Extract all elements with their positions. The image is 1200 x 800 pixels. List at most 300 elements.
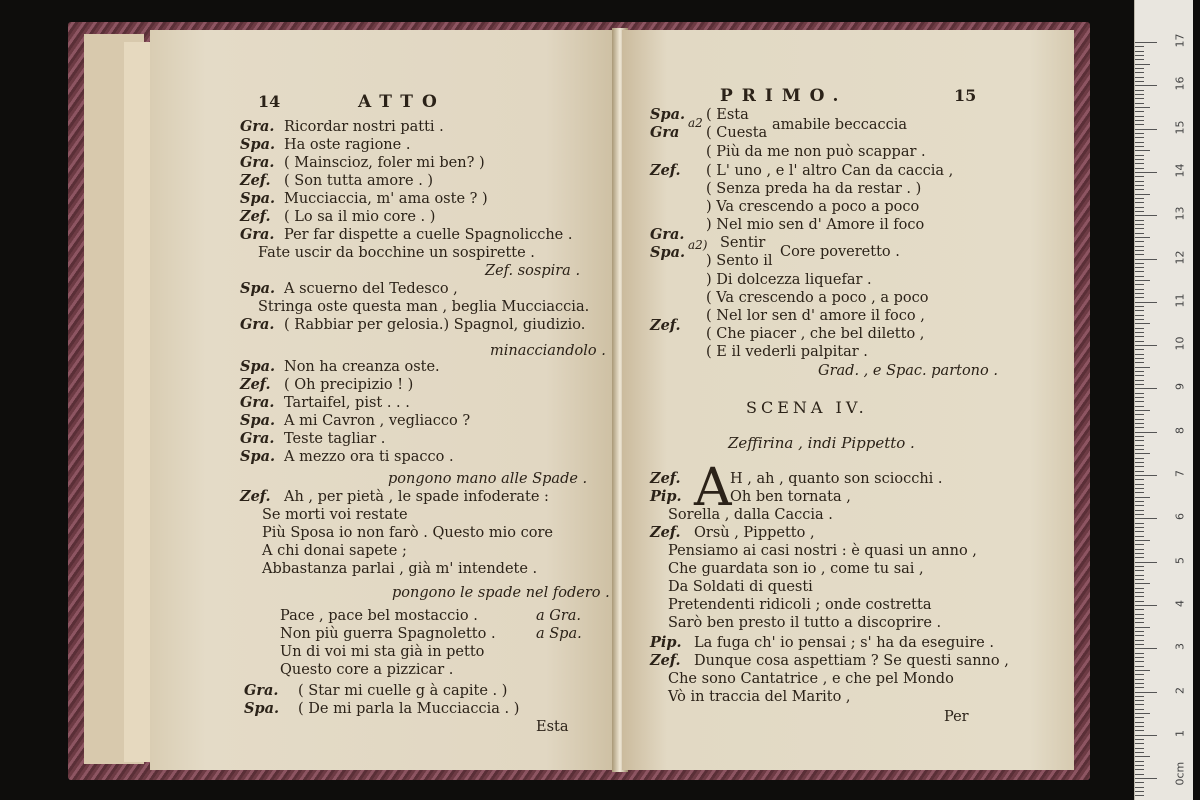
aria-note: a Gra.: [536, 608, 582, 624]
verse-line: Vò in traccia del Marito ,: [668, 689, 851, 705]
ruler-tick: [1135, 198, 1144, 199]
ruler-tick: [1135, 150, 1150, 151]
ruler-tick: [1135, 557, 1144, 558]
ruler-tick: [1135, 142, 1144, 143]
ruler-tick: [1135, 782, 1144, 783]
speaker-label: Zef.: [240, 208, 271, 225]
ruler-tick: [1135, 787, 1144, 788]
verse-line: Tartaifel, pist . . .: [284, 395, 410, 411]
ruler-tick: [1135, 349, 1144, 350]
verse-line: ) Nel mio sen d' Amore il foco: [706, 217, 925, 233]
ruler-tick: [1135, 124, 1144, 125]
ruler-tick: [1135, 756, 1150, 757]
ruler-tick: [1135, 562, 1157, 563]
ruler-tick: [1135, 129, 1157, 130]
ruler-tick: [1135, 761, 1144, 762]
ruler-tick: [1135, 769, 1144, 770]
stage-direction: Grad. , e Spac. partono .: [818, 363, 998, 379]
ruler-tick: [1135, 280, 1150, 281]
verse-line: Sarò ben presto il tutto a discoprire .: [668, 615, 942, 631]
ruler-tick: [1135, 85, 1157, 86]
speaker-label: Spa.: [240, 448, 276, 465]
verse-line: H , ah , quanto son sciocchi .: [730, 471, 943, 487]
stage-direction: Zef. sospira .: [485, 263, 581, 279]
ruler-tick: [1135, 700, 1144, 701]
ruler-tick: [1135, 380, 1144, 381]
ruler-tick: [1135, 194, 1150, 195]
verse-line: Stringa oste questa man , beglia Mucciaccia.: [258, 299, 590, 315]
ruler-tick: [1135, 189, 1144, 190]
speaker-label: Pip.: [650, 634, 682, 651]
ruler-tick: [1135, 211, 1144, 212]
verse-line: ) Va crescendo a poco a poco: [706, 199, 920, 215]
verse-line: La fuga ch' io pensai ; s' ha da eseguire .: [694, 635, 994, 651]
speaker-label: Zef.: [240, 172, 271, 189]
right-page: [622, 30, 1074, 770]
ruler-tick: [1135, 228, 1144, 229]
ruler-number: 13: [1173, 206, 1187, 221]
ruler-tick: [1135, 42, 1157, 43]
ruler-tick: [1135, 752, 1144, 753]
ruler-tick: [1135, 791, 1144, 792]
ruler-tick: [1135, 622, 1144, 623]
speaker-label: Zef.: [650, 524, 681, 541]
aria-line: Questo core a pizzicar .: [280, 662, 454, 678]
ruler-tick: [1135, 241, 1144, 242]
ruler-tick: [1135, 713, 1150, 714]
speaker-label: Spa.: [240, 136, 276, 153]
ruler-tick: [1135, 267, 1144, 268]
ruler-tick: [1135, 323, 1150, 324]
ruler-number: 10: [1173, 336, 1187, 351]
ruler-tick: [1135, 358, 1144, 359]
verse-line: ( Rabbiar per gelosia.) Spagnol, giudizio.: [284, 317, 586, 333]
ruler-tick: [1135, 328, 1144, 329]
verse-line: A chi donai sapete ;: [262, 543, 407, 559]
verse-line: Non ha creanza oste.: [284, 359, 440, 375]
aria-line: Pace , pace bel mostaccio .: [280, 608, 478, 624]
ruler-tick: [1135, 159, 1144, 160]
ruler-tick: [1135, 735, 1157, 736]
ruler-tick: [1135, 181, 1144, 182]
ruler-tick: [1135, 77, 1144, 78]
ruler-tick: [1135, 527, 1144, 528]
speaker-label: Pip.: [650, 488, 682, 505]
ruler-tick: [1135, 133, 1144, 134]
ruler-number: 17: [1173, 33, 1187, 48]
ruler-tick: [1135, 111, 1144, 112]
speaker-label: Spa.: [240, 280, 276, 297]
ruler-tick: [1135, 419, 1144, 420]
verse-line: ( Più da me non può scappar .: [706, 144, 926, 160]
ruler-tick: [1135, 570, 1144, 571]
ruler-tick: [1135, 375, 1144, 376]
ruler-tick: [1135, 475, 1157, 476]
ruler-tick: [1135, 479, 1144, 480]
ruler-tick: [1135, 544, 1144, 545]
ruler-tick: [1135, 202, 1144, 203]
ruler-number: 14: [1173, 163, 1187, 178]
ruler-tick: [1135, 609, 1144, 610]
ruler-number: 3: [1173, 643, 1187, 651]
ruler-tick: [1135, 657, 1144, 658]
ruler-tick: [1135, 120, 1144, 121]
ruler-tick: [1135, 696, 1144, 697]
verse-line: Che sono Cantatrice , e che pel Mondo: [668, 671, 954, 687]
verse-line: ( Cuesta: [706, 125, 768, 141]
ruler-tick: [1135, 644, 1144, 645]
running-header: ATTO: [358, 92, 446, 112]
ruler-tick: [1135, 98, 1144, 99]
ruler-tick: [1135, 271, 1144, 272]
ruler-tick: [1135, 453, 1150, 454]
speaker-label: Zef.: [240, 488, 271, 505]
ruler-tick: [1135, 332, 1144, 333]
ruler-tick: [1135, 510, 1144, 511]
verse-line: Da Soldati di questi: [668, 579, 813, 595]
ruler-tick: [1135, 246, 1144, 247]
ruler-number: 6: [1173, 513, 1187, 521]
ruler-tick: [1135, 393, 1144, 394]
verse-line: A scuerno del Tedesco ,: [284, 281, 458, 297]
ruler-number: 15: [1173, 120, 1187, 135]
ruler-tick: [1135, 59, 1144, 60]
ruler-tick: [1135, 670, 1150, 671]
speaker-label: Gra.: [240, 226, 275, 243]
speaker-label: Spa.: [240, 412, 276, 429]
ruler-tick: [1135, 64, 1150, 65]
ruler-number: 7: [1173, 470, 1187, 477]
ruler-tick: [1135, 774, 1144, 775]
ruler-tick: [1135, 471, 1144, 472]
ruler-tick: [1135, 440, 1144, 441]
scene-characters: Zeffirina , indi Pippetto .: [728, 434, 915, 452]
verse-line: ( Va crescendo a poco , a poco: [706, 290, 929, 306]
ruler-number: 0cm: [1173, 761, 1187, 786]
ruler-tick: [1135, 397, 1144, 398]
verse-line: ( L' uno , e l' altro Can da caccia ,: [706, 163, 954, 179]
speaker-label: Spa.: [650, 106, 686, 123]
speaker-label: Spa.: [240, 358, 276, 375]
drop-cap: A: [694, 458, 732, 518]
speaker-label: Gra.: [240, 430, 275, 447]
ruler-tick: [1135, 540, 1150, 541]
ruler-tick: [1135, 704, 1144, 705]
ruler-tick: [1135, 449, 1144, 450]
ruler-tick: [1135, 743, 1144, 744]
ruler-tick: [1135, 795, 1144, 796]
ruler-tick: [1135, 319, 1144, 320]
ruler-tick: [1135, 605, 1157, 606]
ruler-tick: [1135, 427, 1144, 428]
verse-line: Sorella , dalla Caccia .: [668, 507, 833, 523]
ruler-number: 2: [1173, 686, 1187, 694]
verse-line: ( Son tutta amore . ): [284, 173, 434, 189]
ruler-tick: [1135, 462, 1144, 463]
ruler-tick: [1135, 730, 1144, 731]
verse-line: Che guardata son io , come tu sai ,: [668, 561, 924, 577]
stage-direction: minacciandolo .: [490, 343, 606, 359]
verse-line: Orsù , Pippetto ,: [694, 525, 815, 541]
ruler-tick: [1135, 254, 1144, 255]
ruler-tick: [1135, 94, 1144, 95]
ruler-tick: [1135, 354, 1144, 355]
ruler-tick: [1135, 107, 1150, 108]
verse-line: Abbastanza parlai , già m' intendete .: [262, 561, 538, 577]
ruler-tick: [1135, 90, 1144, 91]
verse-line: ( Che piacer , che bel diletto ,: [706, 326, 925, 342]
verse-line: ( De mi parla la Mucciaccia . ): [298, 701, 520, 717]
ruler-tick: [1135, 458, 1144, 459]
speaker-label: Zef.: [240, 376, 271, 393]
ruler-tick: [1135, 514, 1144, 515]
verse-line: ) Sento il: [706, 253, 773, 269]
speaker-label: Gra.: [240, 316, 275, 333]
ruler-tick: [1135, 259, 1157, 260]
verse-line: ( Star mi cuelle g à capite . ): [298, 683, 508, 699]
ruler-tick: [1135, 284, 1144, 285]
ruler-tick: [1135, 410, 1150, 411]
verse-line: Dunque cosa aspettiam ? Se questi sanno ,: [694, 653, 1009, 669]
ruler-tick: [1135, 579, 1144, 580]
ruler-tick: [1135, 384, 1144, 385]
ruler-tick: [1135, 362, 1144, 363]
ruler-tick: [1135, 661, 1144, 662]
ruler-tick: [1135, 588, 1144, 589]
verse-line: ( Nel lor sen d' amore il foco ,: [706, 308, 925, 324]
catchword: Esta: [536, 719, 569, 735]
ruler-number: 11: [1173, 293, 1187, 308]
ruler-tick: [1135, 263, 1144, 264]
ruler-tick: [1135, 293, 1144, 294]
ruler-tick: [1135, 250, 1144, 251]
ruler-number: 4: [1173, 599, 1187, 607]
ruler-tick: [1135, 55, 1144, 56]
ruler-tick: [1135, 224, 1144, 225]
verse-line: Oh ben tornata ,: [730, 489, 851, 505]
ruler-tick: [1135, 583, 1150, 584]
ruler-tick: [1135, 666, 1144, 667]
ruler-tick: [1135, 336, 1144, 337]
verse-line: ( Senza preda ha da restar . ): [706, 181, 922, 197]
ruler-tick: [1135, 765, 1144, 766]
ruler-tick: [1135, 220, 1144, 221]
verse-line: Pretendenti ridicoli ; onde costretta: [668, 597, 932, 613]
ruler-tick: [1135, 687, 1144, 688]
verse-line: Fate uscir da bocchine un sospirette .: [258, 245, 535, 261]
aria-note: a Spa.: [536, 626, 582, 642]
ruler-tick: [1135, 501, 1144, 502]
speaker-label: Gra: [650, 124, 680, 141]
speaker-label: Gra.: [240, 394, 275, 411]
verse-line: A mi Cavron , vegliacco ?: [284, 413, 471, 429]
speaker-label: Zef.: [650, 317, 681, 334]
ruler-tick: [1135, 631, 1144, 632]
ruler-tick: [1135, 709, 1144, 710]
ruler-tick: [1135, 276, 1144, 277]
ruler-tick: [1135, 536, 1144, 537]
ruler-tick: [1135, 367, 1150, 368]
verse-line: Se morti voi restate: [262, 507, 408, 523]
aria-line: Non più guerra Spagnoletto .: [280, 626, 496, 642]
ruler-tick: [1135, 163, 1144, 164]
speaker-label: Spa.: [244, 700, 280, 717]
verse-line: Ricordar nostri patti .: [284, 119, 444, 135]
ruler-tick: [1135, 492, 1144, 493]
ruler-tick: [1135, 722, 1144, 723]
ruler-tick: [1135, 414, 1144, 415]
catchword: Per: [944, 709, 969, 725]
speaker-label: Gra.: [240, 154, 275, 171]
ruler-tick: [1135, 653, 1144, 654]
running-header: PRIMO.: [720, 86, 848, 106]
aria-line: Un di voi mi sta già in petto: [280, 644, 485, 660]
ruler-tick: [1135, 436, 1144, 437]
ruler-tick: [1135, 778, 1157, 779]
ruler-tick: [1135, 717, 1144, 718]
duet-marker: a2: [688, 116, 703, 130]
page-number: 15: [954, 86, 977, 105]
ruler-number: 12: [1173, 250, 1187, 264]
ruler-tick: [1135, 341, 1144, 342]
ruler-tick: [1135, 523, 1144, 524]
ruler-tick: [1135, 635, 1144, 636]
stage-direction: pongono le spade nel fodero .: [392, 585, 610, 601]
ruler-tick: [1135, 146, 1144, 147]
ruler-tick: [1135, 748, 1144, 749]
ruler-tick: [1135, 233, 1144, 234]
duet-marker: a2): [688, 238, 708, 252]
scene-title: SCENA IV.: [746, 398, 868, 417]
ruler-tick: [1135, 592, 1144, 593]
ruler-tick: [1135, 648, 1157, 649]
speaker-label: Gra.: [240, 118, 275, 135]
verse-line: ( Lo sa il mio core . ): [284, 209, 436, 225]
verse-line: A mezzo ora ti spacco .: [284, 449, 454, 465]
ruler-tick: [1135, 566, 1144, 567]
ruler-tick: [1135, 388, 1157, 389]
ruler-tick: [1135, 371, 1144, 372]
ruler-number: 9: [1173, 383, 1187, 391]
left-page: [150, 30, 616, 770]
ruler-tick: [1135, 185, 1144, 186]
ruler-tick: [1135, 466, 1144, 467]
ruler-tick: [1135, 172, 1157, 173]
stage-direction: pongono mano alle Spade .: [388, 471, 588, 487]
ruler-tick: [1135, 614, 1144, 615]
ruler-tick: [1135, 497, 1150, 498]
ruler-tick: [1135, 575, 1144, 576]
ruler-tick: [1135, 601, 1144, 602]
verse-line: Più Sposa io non farò . Questo mio core: [262, 525, 553, 541]
ruler-tick: [1135, 674, 1144, 675]
ruler-number: 16: [1173, 76, 1187, 91]
verse-line: ( Esta: [706, 107, 749, 123]
verse-line: ) Di dolcezza liquefar .: [706, 272, 872, 288]
ruler-tick: [1135, 306, 1144, 307]
verse-line: ( E il vederli palpitar .: [706, 344, 868, 360]
ruler-tick: [1135, 315, 1144, 316]
ruler-tick: [1135, 401, 1144, 402]
verse-line: Per far dispette a cuelle Spagnolicche .: [284, 227, 573, 243]
verse-line: Sentir: [720, 235, 766, 251]
page-number: 14: [258, 92, 281, 111]
measuring-ruler: [1134, 0, 1193, 800]
ruler-tick: [1135, 432, 1157, 433]
speaker-label: Zef.: [650, 652, 681, 669]
verse-line: Pensiamo ai casi nostri : è quasi un anno ,: [668, 543, 977, 559]
ruler-tick: [1135, 406, 1144, 407]
speaker-label: Gra.: [244, 682, 279, 699]
ruler-tick: [1135, 484, 1144, 485]
ruler-tick: [1135, 51, 1144, 52]
ruler-tick: [1135, 445, 1144, 446]
ruler-tick: [1135, 137, 1144, 138]
ruler-tick: [1135, 518, 1157, 519]
ruler-tick: [1135, 618, 1144, 619]
ruler-tick: [1135, 103, 1144, 104]
ruler-tick: [1135, 423, 1144, 424]
ruler-tick: [1135, 488, 1144, 489]
verse-line: ( Oh precipizio ! ): [284, 377, 414, 393]
ruler-tick: [1135, 726, 1144, 727]
speaker-label: Gra.: [650, 226, 685, 243]
speaker-label: Zef.: [650, 470, 681, 487]
ruler-tick: [1135, 739, 1144, 740]
ruler-tick: [1135, 46, 1144, 47]
verse-line: ( Mainscioz, foler mi ben? ): [284, 155, 485, 171]
ruler-tick: [1135, 297, 1144, 298]
ruler-tick: [1135, 302, 1157, 303]
ruler-tick: [1135, 345, 1157, 346]
ruler-tick: [1135, 679, 1144, 680]
ruler-tick: [1135, 289, 1144, 290]
ruler-number: 5: [1173, 556, 1187, 564]
ruler-tick: [1135, 549, 1144, 550]
ruler-tick: [1135, 116, 1144, 117]
ruler-tick: [1135, 168, 1144, 169]
ruler-tick: [1135, 505, 1144, 506]
verse-line: Ha oste ragione .: [284, 137, 411, 153]
verse-line: Ah , per pietà , le spade infoderate :: [284, 489, 549, 505]
ruler-tick: [1135, 692, 1157, 693]
ruler-tick: [1135, 68, 1144, 69]
ruler-number: 1: [1173, 729, 1187, 737]
ruler-tick: [1135, 237, 1150, 238]
verse-line: Teste tagliar .: [284, 431, 386, 447]
ruler-tick: [1135, 640, 1144, 641]
ruler-tick: [1135, 553, 1144, 554]
speaker-label: Spa.: [240, 190, 276, 207]
speaker-label: Zef.: [650, 162, 681, 179]
speaker-label: Spa.: [650, 244, 686, 261]
ruler-tick: [1135, 683, 1144, 684]
ruler-tick: [1135, 596, 1144, 597]
ruler-tick: [1135, 627, 1150, 628]
verse-line: amabile beccaccia: [772, 117, 908, 133]
ruler-tick: [1135, 155, 1144, 156]
ruler-tick: [1135, 215, 1157, 216]
verse-line: Core poveretto .: [780, 244, 900, 260]
ruler-tick: [1135, 176, 1144, 177]
ruler-tick: [1135, 310, 1144, 311]
ruler-number: 8: [1173, 426, 1187, 434]
verse-line: Mucciaccia, m' ama oste ? ): [284, 191, 488, 207]
ruler-tick: [1135, 72, 1144, 73]
ruler-tick: [1135, 531, 1144, 532]
ruler-tick: [1135, 207, 1144, 208]
ruler-tick: [1135, 81, 1144, 82]
